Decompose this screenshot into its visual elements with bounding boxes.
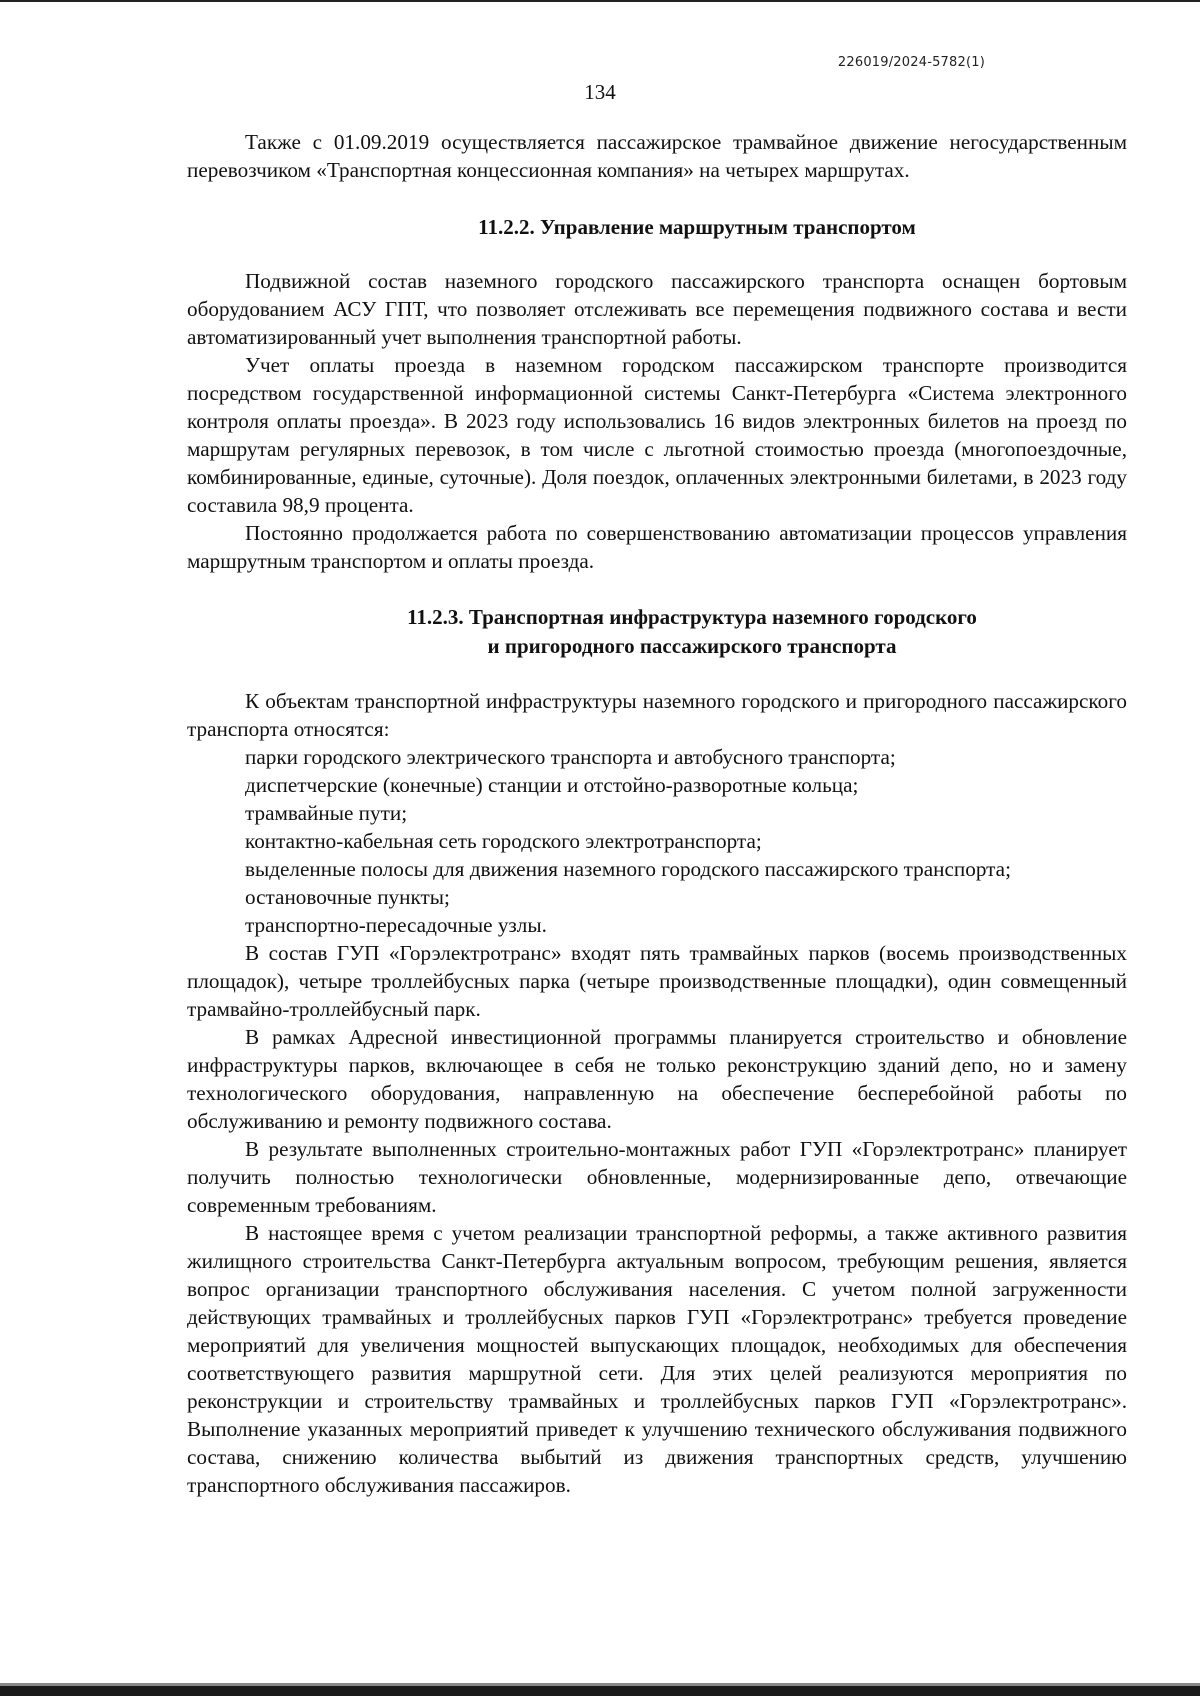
paragraph: Постоянно продолжается работа по совершенствованию автоматизации процессов управления маршрутным транспортом и оплаты проезда. bbox=[187, 521, 1127, 573]
list-item: контактно-кабельная сеть городского электротранспорта; bbox=[245, 829, 762, 853]
paragraph: В результате выполненных строительно-монтажных работ ГУП «Горэлектротранс» планирует получить полностью технологически обновленные, модернизированные депо, отвечающие современным требованиям. bbox=[187, 1137, 1127, 1217]
page-body bbox=[187, 128, 1127, 1499]
infrastructure-list bbox=[187, 743, 1127, 939]
section-heading-11-2-3 bbox=[187, 603, 1127, 661]
intro-paragraph: Также с 01.09.2019 осуществляется пассажирское трамвайное движение негосударственным перевозчиком «Транспортная концессионная компания» на четырех маршрутах. bbox=[187, 130, 1127, 182]
section-heading-11-2-2: 11.2.2. Управление маршрутным транспортом bbox=[478, 215, 916, 239]
heading-line: 11.2.3. Транспортная инфраструктура наземного городского bbox=[407, 605, 977, 629]
list-item: транспортно-пересадочные узлы. bbox=[245, 913, 547, 937]
list-item: диспетчерские (конечные) станции и отстойно-разворотные кольца; bbox=[245, 773, 859, 797]
page-number: 134 bbox=[584, 80, 616, 104]
paragraph: Учет оплаты проезда в наземном городском пассажирском транспорте производится посредством государственной информационной системы Санкт-Петербурга «Система электронного контроля оплаты проезда». В 2023 году использовались 16 видов электронных билетов на проезд по маршрутам регулярных перевозок, в том числе с льготной стоимостью проезда (многопоездочные, комбинированные, единые, суточные). Доля поездок, оплаченных электронными билетами, в 2023 году составила 98,9 процента. bbox=[187, 353, 1127, 517]
list-item: выделенные полосы для движения наземного городского пассажирского транспорта; bbox=[245, 857, 1011, 881]
heading-line: и пригородного пассажирского транспорта bbox=[487, 634, 897, 658]
paragraph: Подвижной состав наземного городского пассажирского транспорта оснащен бортовым оборудованием АСУ ГПТ, что позволяет отслеживать все перемещения подвижного состава и вести автоматизированный учет выполнения транспортной работы. bbox=[187, 269, 1127, 349]
list-item: парки городского электрического транспорта и автобусного транспорта; bbox=[245, 745, 896, 769]
list-item: трамвайные пути; bbox=[245, 801, 408, 825]
document-registration-number: 226019/2024-5782(1) bbox=[837, 55, 985, 70]
paragraph: В рамках Адресной инвестиционной программы планируется строительство и обновление инфраструктуры парков, включающее в себя не только реконструкцию зданий депо, но и замену технологического оборудования, направленную на обеспечение бесперебойной работы по обслуживанию и ремонту подвижного состава. bbox=[187, 1025, 1127, 1133]
paragraph: В настоящее время с учетом реализации транспортной реформы, а также активного развития жилищного строительства Санкт-Петербурга актуальным вопросом, требующим решения, является вопрос организации транспортного обслуживания населения. С учетом полной загруженности действующих трамвайных и троллейбусных парков ГУП «Горэлектротранс» требуется проведение мероприятий для увеличения мощностей выпускающих площадок, необходимых для обеспечения соответствующего развития маршрутной сети. Для этих целей реализуются мероприятия по реконструкции и строительству трамвайных и троллейбусных парков ГУП «Горэлектротранс». Выполнение указанных мероприятий приведет к улучшению технического обслуживания подвижного состава, снижению количества выбытий из движения транспортных средств, улучшению транспортного обслуживания пассажиров. bbox=[187, 1221, 1127, 1497]
paragraph: В состав ГУП «Горэлектротранс» входят пять трамвайных парков (восемь производственных площадок), четыре троллейбусных парка (четыре производственные площадки), один совмещенный трамвайно-троллейбусный парк. bbox=[187, 941, 1127, 1021]
list-item: остановочные пункты; bbox=[245, 885, 450, 909]
scan-top-edge bbox=[0, 0, 1200, 2]
scan-bottom-edge bbox=[0, 1686, 1200, 1696]
paragraph: К объектам транспортной инфраструктуры наземного городского и пригородного пассажирского транспорта относятся: bbox=[187, 689, 1127, 741]
